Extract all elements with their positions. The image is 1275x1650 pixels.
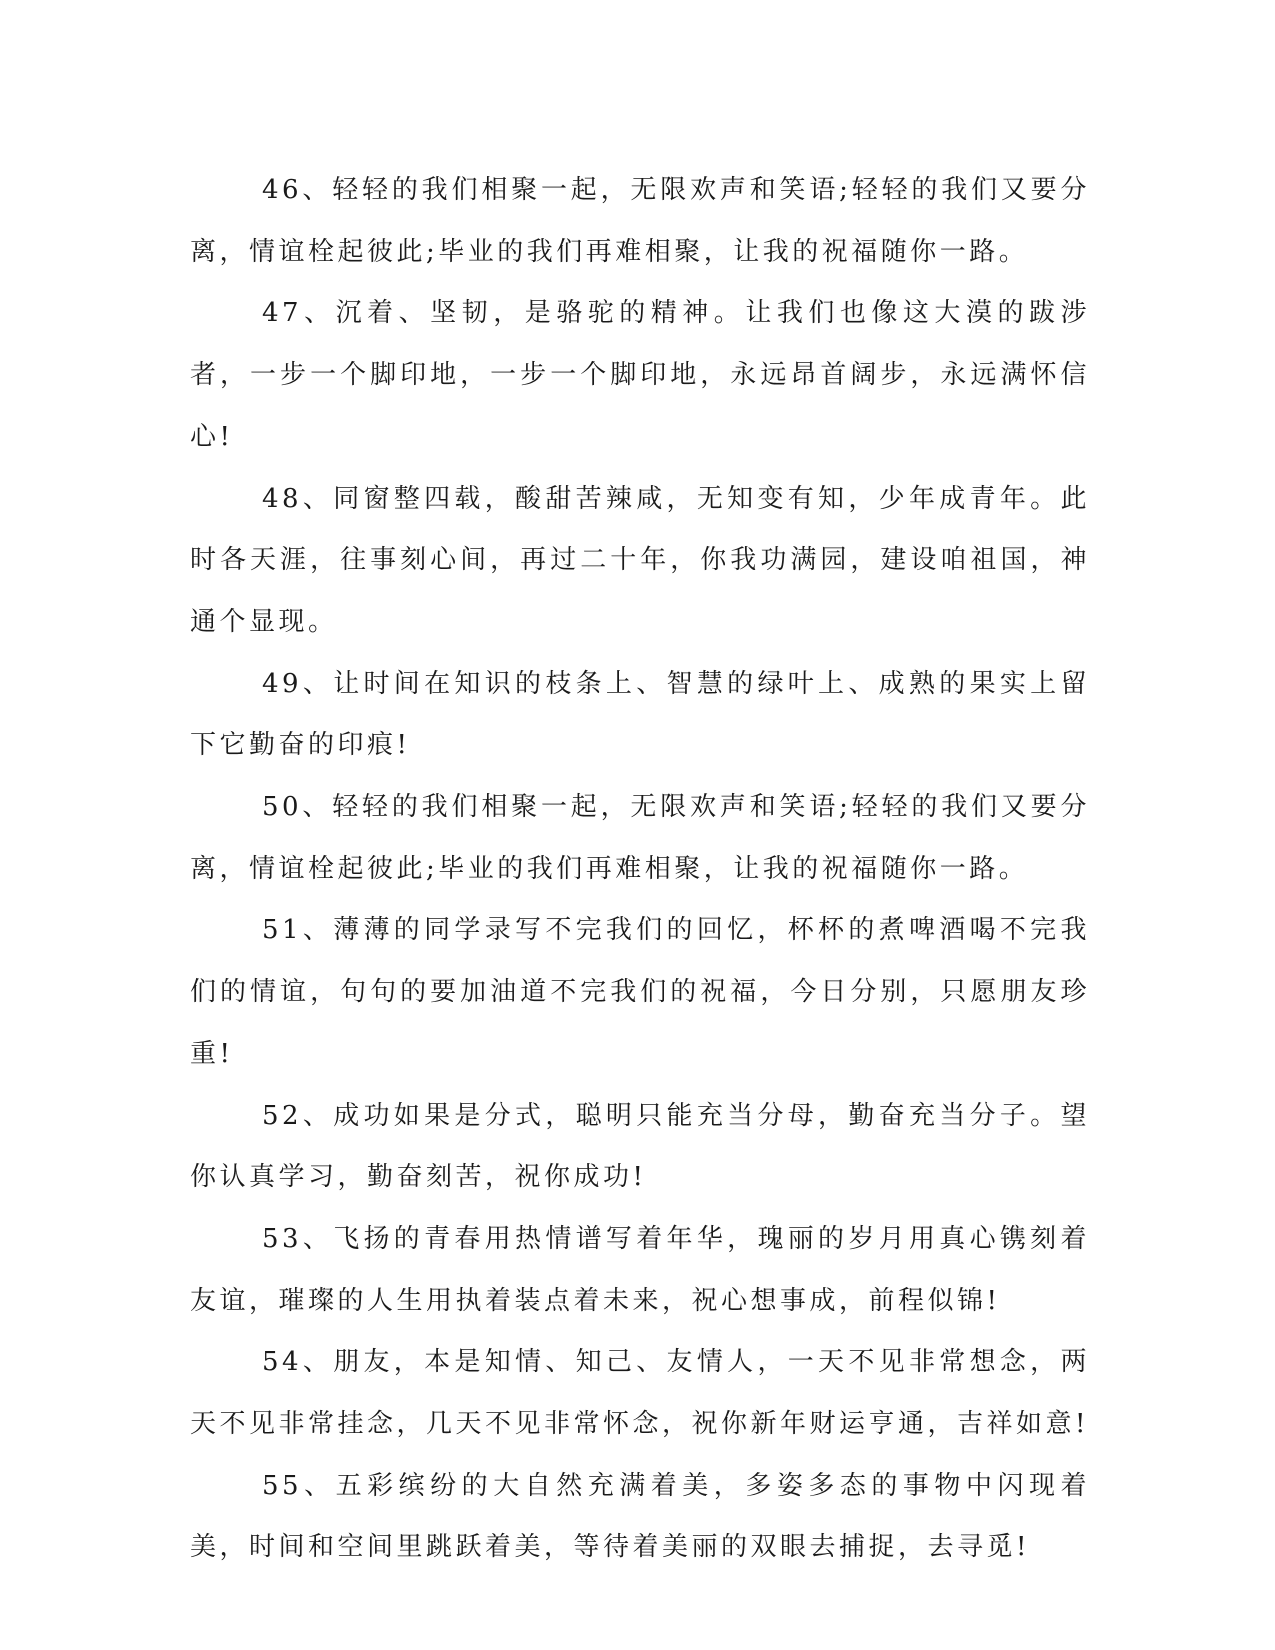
paragraph-46: 46、轻轻的我们相聚一起，无限欢声和笑语;轻轻的我们又要分离，情谊栓起彼此;毕业的我们再难相聚，让我的祝福随你一路。	[190, 175, 1090, 267]
paragraph-53: 53、飞扬的青春用热情谱写着年华，瑰丽的岁月用真心镌刻着友谊，璀璨的人生用执着装点着未来，祝心想事成，前程似锦!	[190, 1223, 1090, 1316]
paragraph-52: 52、成功如果是分式，聪明只能充当分母，勤奋充当分子。望你认真学习，勤奋刻苦，祝你成功!	[190, 1100, 1090, 1193]
document-body	[190, 160, 1090, 1579]
paragraph-54: 54、朋友，本是知情、知己、友情人，一天不见非常想念，两天不见非常挂念，几天不见非常怀念，祝你新年财运亨通，吉祥如意!	[190, 1347, 1090, 1440]
paragraph-51: 51、薄薄的同学录写不完我们的回忆，杯杯的煮啤酒喝不完我们的情谊，句句的要加油道不完我们的祝福，今日分别，只愿朋友珍重!	[190, 915, 1090, 1069]
paragraph-49: 49、让时间在知识的枝条上、智慧的绿叶上、成熟的果实上留下它勤奋的印痕!	[190, 668, 1090, 761]
paragraph-47: 47、沉着、坚韧，是骆驼的精神。让我们也像这大漠的跋涉者，一步一个脚印地，一步一个脚印地，永远昂首阔步，永远满怀信心!	[190, 298, 1090, 452]
paragraph-50: 50、轻轻的我们相聚一起，无限欢声和笑语;轻轻的我们又要分离，情谊栓起彼此;毕业的我们再难相聚，让我的祝福随你一路。	[190, 792, 1090, 884]
paragraph-55: 55、五彩缤纷的大自然充满着美，多姿多态的事物中闪现着美，时间和空间里跳跃着美，等待着美丽的双眼去捕捉，去寻觅!	[190, 1470, 1090, 1563]
paragraph-48: 48、同窗整四载，酸甜苦辣咸，无知变有知，少年成青年。此时各天涯，往事刻心间，再过二十年，你我功满园，建设咱祖国，神通个显现。	[190, 483, 1090, 637]
